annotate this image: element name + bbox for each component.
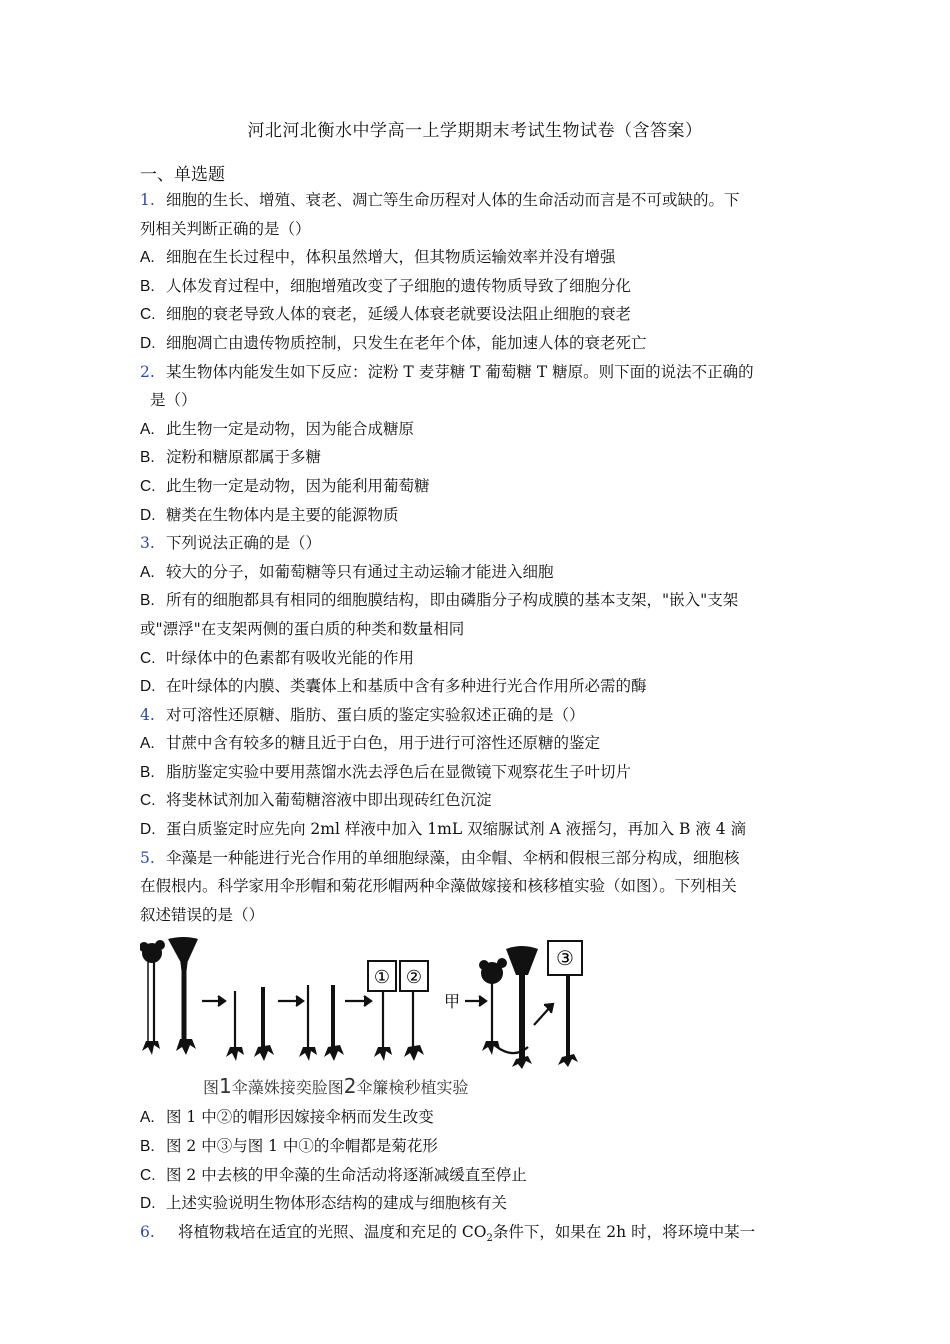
option-a: A. 较大的分子，如葡萄糖等只有通过主动运输才能进入细胞 [140, 562, 554, 581]
figure-label-2: ② [405, 967, 423, 989]
option-b: B. 淀粉和糖原都属于多糖 [140, 448, 322, 467]
question-4-stem: 4. 对可溶性还原糖、脂肪、蛋白质的鉴定实验叙述正确的是（） [140, 701, 810, 730]
option-b: B. 所有的细胞都具有相同的细胞膜结构，即由磷脂分子构成膜的基本支架，"嵌入"支架 [140, 591, 739, 610]
option-c: C. 图 2 中去核的甲伞藻的生命活动将逐渐减缓直至停止 [140, 1165, 527, 1184]
question-number: 4. [140, 705, 155, 724]
question-5-stem: 5. 伞藻是一种能进行光合作用的单细胞绿藻，由伞帽、伞柄和假根三部分构成，细胞核 [140, 844, 810, 873]
option-d: D. 糖类在生物体内是主要的能源物质 [140, 505, 399, 524]
figure-caption: 图1伞藻姝接奕脸图2伞簾検秒植实验 [203, 1074, 469, 1099]
section-heading: 一、单选题 [140, 165, 225, 185]
option-d: D. 在叶绿体的内膜、类囊体上和基质中含有多种进行光合作用所必需的酶 [140, 677, 647, 696]
option-d: D. 上述实验说明生物体形态结构的建成与细胞核有关 [140, 1194, 508, 1213]
figure-label-3: ③ [556, 946, 574, 971]
question-6-stem: 6. 将植物栽培在适宜的光照、温度和充足的 $CO_2$条件下，如果在 2h 时，将环境中某一 [140, 1218, 810, 1247]
option-d: D. 细胞凋亡由遗传物质控制，只发生在老年个体，能加速人体的衰老死亡 [140, 333, 647, 352]
question-number: 2. [140, 362, 155, 381]
document-title: 河北河北衡水中学高一上学期期末考试生物试卷（含答案） [247, 121, 703, 141]
question-5-stem-cont: 叙述错误的是（） [140, 905, 265, 924]
option-a: A. 细胞在生长过程中，体积虽然增大，但其物质运输效率并没有增强 [140, 248, 616, 267]
option-b: B. 脂肪鉴定实验中要用蒸馏水洗去浮色后在显微镜下观察花生子叶切片 [140, 762, 632, 781]
option-b: B. 人体发育过程中，细胞增殖改变了子细胞的遗传物质导致了细胞分化 [140, 276, 632, 295]
option-a: A. 此生物一定是动物，因为能合成糖原 [140, 419, 415, 438]
question-2-stem-cont: 是（） [150, 391, 197, 410]
question-1-stem: 1. 细胞的生长、增殖、衰老、凋亡等生命历程对人体的生命活动而言是不可或缺的。下 [140, 186, 810, 215]
option-a: A. 图 1 中②的帽形因嫁接伞柄而发生改变 [140, 1108, 434, 1127]
question-number: 6. [140, 1222, 155, 1241]
option-b-cont: 或"漂浮"在支架两侧的蛋白质的种类和数量相同 [140, 619, 465, 638]
option-c: C. 将斐林试剂加入葡萄糖溶液中即出现砖红色沉淀 [140, 791, 492, 810]
option-c: C. 此生物一定是动物，因为能利用葡萄糖 [140, 476, 430, 495]
figure-label-jia: 甲 [443, 992, 461, 1012]
question-list [140, 186, 810, 1246]
grafting-diagram [140, 931, 590, 1069]
question-2-stem: 2. 某生物体内能发生如下反应：淀粉 T 麦芽糖 T 葡萄糖 T 糖原。则下面的说法不正确的 [140, 358, 810, 387]
option-b: B. 图 2 中③与图 1 中①的伞帽都是菊花形 [140, 1137, 438, 1156]
question-3-stem: 3. 下列说法正确的是（） [140, 529, 810, 558]
option-c: C. 细胞的衰老导致人体的衰老，延缓人体衰老就要设法阻止细胞的衰老 [140, 305, 632, 324]
option-a: A. 甘蔗中含有较多的糖且近于白色，用于进行可溶性还原糖的鉴定 [140, 734, 601, 753]
option-d: D. 蛋白质鉴定时应先向 2ml 样液中加入 1mL 双缩脲试剂 A 液摇匀，再加入 B 液 4 滴 [140, 820, 747, 839]
question-number: 1. [140, 191, 155, 209]
option-c: C. 叶绿体中的色素都有吸收光能的作用 [140, 648, 415, 667]
question-1-stem-cont: 列相关判断正确的是（） [140, 219, 311, 238]
question-number: 3. [140, 534, 155, 553]
figure-label-1: ① [373, 967, 391, 989]
acetabularia-figure [140, 931, 810, 1069]
question-5-stem-cont: 在假根内。科学家用伞形帽和菊花形帽两种伞藻做嫁接和核移植实验（如图）。下列相关 [140, 877, 737, 896]
question-number: 5. [140, 848, 155, 867]
